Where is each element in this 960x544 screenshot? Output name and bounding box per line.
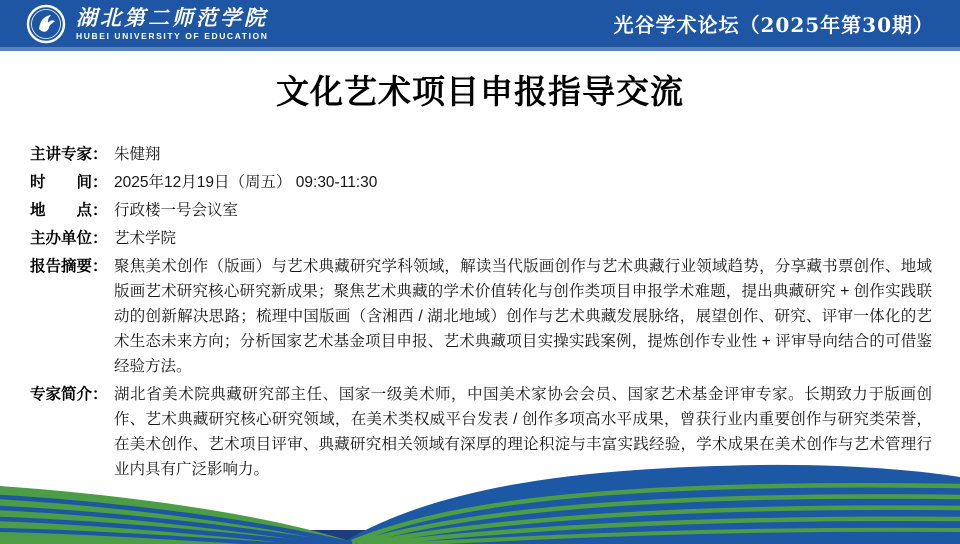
field-value: 2025年12月19日（周五） 09:30-11:30 <box>114 174 378 191</box>
field-label: 报告摘要： <box>30 258 108 275</box>
field-value: 行政楼一号会议室 <box>114 202 239 219</box>
university-logo-group <box>26 4 269 44</box>
header-banner <box>0 0 960 51</box>
field-row-time <box>30 170 932 195</box>
field-label: 地 点： <box>30 202 108 219</box>
field-value: 聚焦美术创作（版画）与艺术典藏研究学科领域，解读当代版画创作与艺术典藏行业领域趋势，分享藏书票创作、地域版画艺术研究核心研究新成果；聚焦艺术典藏的学术价值转化与创作类项目申报学术难题，提出典藏研究 + 创作实践联动的创新解决思路；梳理中国版画（含湘西 / 湖北地域）创作与艺术典藏发展脉络，展望创作、研究、评审一体化的艺术生态未来方向；分析国家艺术基金项目申报、艺术典藏项目实操实践案例，提炼创作专业性 + 评审导向结合的可借鉴经验方法。 <box>114 258 932 375</box>
university-names <box>76 6 269 42</box>
forum-series-title: 光谷学术论坛（2025年第30期） <box>613 13 934 37</box>
field-label: 主办单位： <box>30 230 108 247</box>
field-row-bio <box>30 382 932 482</box>
field-row-organizer <box>30 226 932 251</box>
field-row-speaker <box>30 142 932 167</box>
page-title: 文化艺术项目申报指导交流 <box>276 73 684 110</box>
field-label: 主讲专家： <box>30 146 108 163</box>
university-name-en: HUBEI UNIVERSITY OF EDUCATION <box>76 30 269 41</box>
field-label: 时 间： <box>30 174 108 191</box>
info-section <box>30 142 932 485</box>
field-value: 湖北省美术院典藏研究部主任、国家一级美术师，中国美术家协会会员、国家艺术基金评审专家。长期致力于版画创作、艺术典藏研究核心研究领域，在美术类权威平台发表 / 创作多项高水平成果，曾获行业内重要创作与研究类荣誉，在美术创作、艺术项目评审、典藏研究相关领域有深厚的理论积淀与丰富实践经验，学术成果在美术创作与艺术管理行业内具有广泛影响力。 <box>114 386 932 478</box>
university-name-zh: 湖北第二师范学院 <box>76 4 268 30</box>
field-value: 朱健翔 <box>114 146 161 163</box>
field-row-location <box>30 198 932 223</box>
university-logo-icon <box>26 4 66 44</box>
field-value: 艺术学院 <box>114 230 177 247</box>
field-label: 专家简介： <box>30 386 108 403</box>
field-row-abstract <box>30 254 932 379</box>
